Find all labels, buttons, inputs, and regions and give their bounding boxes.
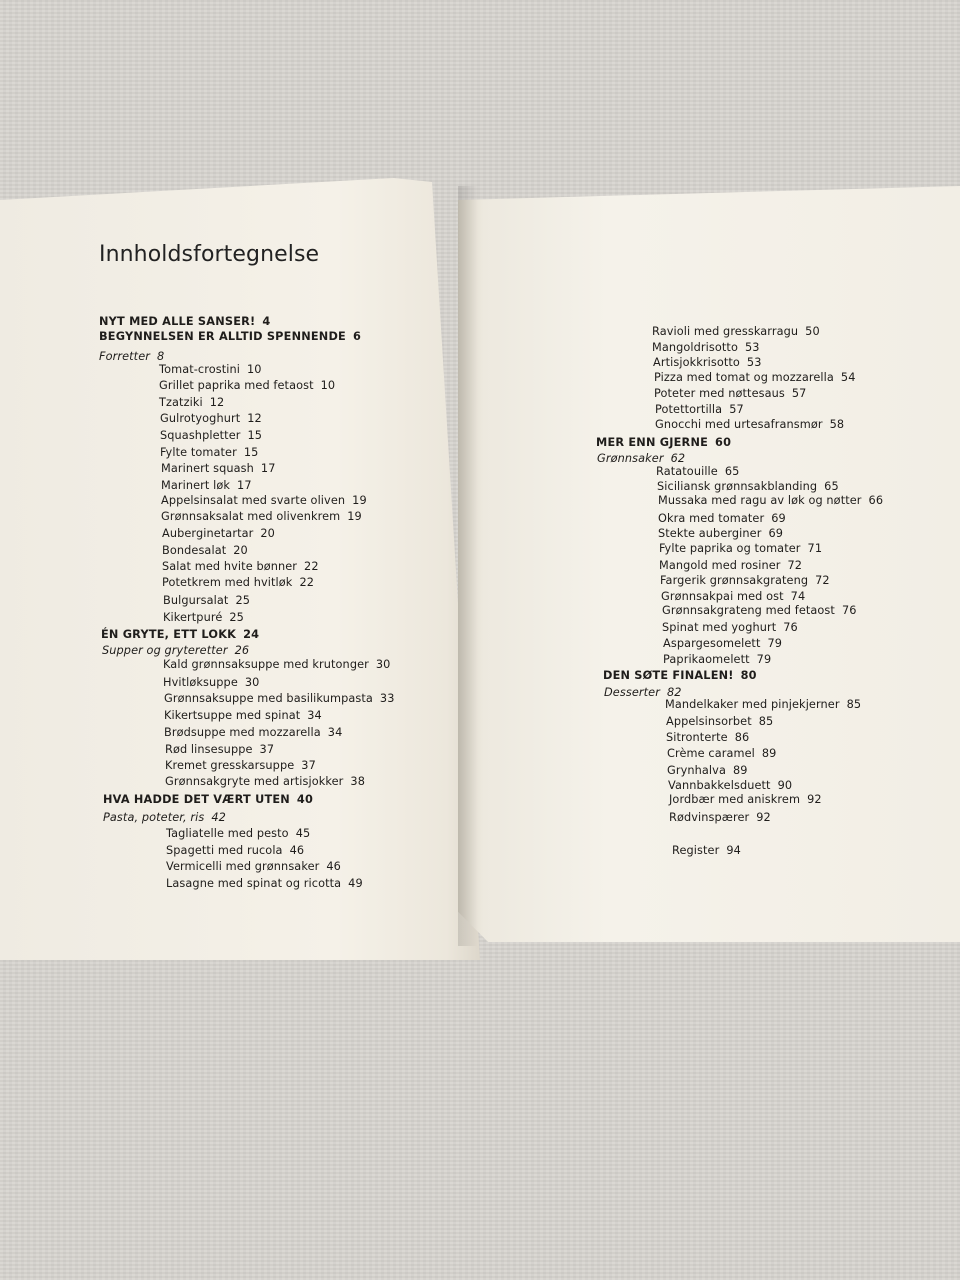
page-number: 46 [289, 844, 305, 857]
recipe-entry [657, 480, 839, 494]
recipe-entry [672, 844, 741, 858]
entry-title: Auberginetartar [162, 527, 254, 540]
section-heading [101, 628, 259, 642]
page-number: 85 [846, 698, 862, 711]
recipe-entry [166, 877, 363, 891]
page-number: 89 [761, 747, 777, 760]
entry-title: Rød linsesuppe [165, 743, 253, 756]
entry-title: Gnocchi med urtesafransmør [655, 418, 823, 431]
entry-title: Pasta, poteter, ris [103, 811, 205, 824]
entry-title: Appelsinsalat med svarte oliven [161, 494, 346, 507]
section-heading [103, 793, 313, 807]
recipe-entry [662, 621, 798, 635]
recipe-entry [658, 527, 783, 541]
page-number: 94 [726, 844, 741, 857]
page-number: 25 [235, 594, 251, 607]
entry-title: Tzatziki [159, 396, 203, 409]
entry-title: Okra med tomater [658, 512, 765, 525]
recipe-entry [658, 512, 786, 526]
page-number: 69 [771, 512, 786, 525]
entry-title: Mussaka med ragu av løk og nøtter [658, 494, 862, 507]
recipe-entry [667, 764, 748, 778]
recipe-entry [160, 429, 262, 443]
recipe-entry [653, 356, 762, 370]
entry-title: Grynhalva [667, 764, 726, 777]
page-number: 12 [247, 412, 262, 425]
entry-title: Kald grønnsaksuppe med krutonger [163, 658, 369, 671]
entry-title: Grønnsakgryte med artisjokker [165, 775, 344, 788]
recipe-entry [165, 759, 316, 773]
page-number: 12 [209, 396, 225, 409]
entry-title: DEN SØTE FINALEN! [603, 669, 734, 682]
recipe-entry [160, 412, 262, 426]
page-number: 66 [868, 494, 884, 507]
entry-title: Supper og gryteretter [102, 644, 228, 657]
page-number: 76 [783, 621, 798, 634]
book-gutter [458, 186, 478, 946]
page-number: 40 [296, 793, 314, 806]
page-number: 24 [243, 628, 260, 641]
page-number: 20 [260, 527, 275, 540]
section-heading [596, 436, 731, 450]
recipe-entry [162, 527, 275, 541]
page-number: 17 [237, 479, 252, 492]
page-number: 26 [234, 644, 250, 657]
page-number: 20 [233, 544, 248, 557]
entry-title: Potettortilla [655, 403, 723, 416]
page-number: 54 [840, 371, 856, 384]
recipe-entry [663, 653, 771, 667]
entry-title: Fargerik grønnsakgrateng [660, 574, 809, 587]
page-number: 72 [787, 559, 803, 572]
entry-title: Pizza med tomat og mozzarella [654, 371, 834, 384]
entry-title: Mangoldrisotto [652, 341, 738, 354]
recipe-entry [662, 604, 857, 618]
page-number: 45 [295, 827, 311, 840]
entry-title: Kikertsuppe med spinat [164, 709, 301, 722]
recipe-entry [652, 325, 820, 339]
entry-title: Squashpletter [160, 429, 241, 442]
recipe-entry [666, 731, 749, 745]
entry-title: Register [672, 844, 720, 857]
recipe-entry [159, 396, 224, 410]
entry-title: Vannbakkelsduett [668, 779, 771, 792]
page-number: 60 [715, 436, 732, 449]
entry-title: Salat med hvite bønner [162, 560, 298, 573]
recipe-entry [164, 692, 395, 706]
recipe-entry [162, 576, 314, 590]
page-number: 15 [243, 446, 259, 459]
page-number: 38 [350, 775, 365, 788]
page-number: 79 [756, 653, 772, 666]
recipe-entry [658, 494, 883, 508]
entry-title: Grillet paprika med fetaost [159, 379, 314, 392]
page-number: 92 [807, 793, 822, 806]
recipe-entry [163, 594, 250, 608]
recipe-entry [161, 479, 252, 493]
page-number: 62 [670, 452, 686, 465]
page-number: 89 [732, 764, 748, 777]
recipe-entry [162, 544, 248, 558]
recipe-entry [164, 709, 322, 723]
entry-title: Mangold med rosiner [659, 559, 781, 572]
entry-title: Spagetti med rucola [166, 844, 283, 857]
entry-title: Grønnsaksuppe med basilikumpasta [164, 692, 373, 705]
subsection-heading [103, 811, 226, 825]
entry-title: Forretter [99, 350, 151, 363]
recipe-entry [159, 363, 262, 377]
entry-title: Artisjokkrisotto [653, 356, 740, 369]
recipe-entry [163, 676, 259, 690]
entry-title: Hvitløksuppe [163, 676, 238, 689]
entry-title: Jordbær med aniskrem [669, 793, 801, 806]
recipe-entry [668, 779, 792, 793]
entry-title: NYT MED ALLE SANSER! [99, 315, 256, 328]
page-number: 30 [244, 676, 260, 689]
entry-title: Gulrotyoghurt [160, 412, 241, 425]
page-number: 34 [307, 709, 322, 722]
page-number: 50 [805, 325, 820, 338]
entry-title: Aspargesomelett [663, 637, 761, 650]
page-number: 49 [348, 877, 363, 890]
entry-title: Stekte auberginer [658, 527, 762, 540]
entry-title: Tomat-crostini [159, 363, 240, 376]
entry-title: Grønnsaksalat med olivenkrem [161, 510, 341, 523]
entry-title: Grønnsakpai med ost [661, 590, 784, 603]
recipe-entry [655, 403, 744, 417]
entry-title: Grønnsakgrateng med fetaost [662, 604, 835, 617]
subsection-heading [597, 452, 685, 466]
recipe-entry [161, 462, 276, 476]
page-number: 37 [259, 743, 275, 756]
page-number: 8 [157, 350, 165, 363]
entry-title: Vermicelli med grønnsaker [166, 860, 320, 873]
entry-title: Fylte paprika og tomater [659, 542, 801, 555]
recipe-entry [165, 743, 274, 757]
entry-title: Bulgursalat [163, 594, 229, 607]
page-number: 42 [211, 811, 226, 824]
entry-title: Sitronterte [666, 731, 728, 744]
page-number: 92 [756, 811, 771, 824]
page-number: 82 [666, 686, 682, 699]
page-number: 6 [352, 330, 362, 343]
page-title: Innholdsfortegnelse [99, 242, 320, 267]
page-number: 71 [807, 542, 823, 555]
page-number: 19 [347, 510, 362, 523]
recipe-entry [654, 387, 806, 401]
recipe-entry [660, 574, 830, 588]
entry-title: Poteter med nøttesaus [654, 387, 785, 400]
page-number: 85 [758, 715, 774, 728]
recipe-entry [162, 560, 319, 574]
page-number: 10 [320, 379, 336, 392]
entry-title: Lasagne med spinat og ricotta [166, 877, 342, 890]
recipe-entry [663, 637, 782, 651]
entry-title: Tagliatelle med pesto [166, 827, 289, 840]
entry-title: Crème caramel [667, 747, 755, 760]
entry-title: Rødvinspærer [669, 811, 750, 824]
recipe-entry [166, 860, 341, 874]
page-number: 25 [229, 611, 244, 624]
page-number: 90 [777, 779, 793, 792]
entry-title: Fylte tomater [160, 446, 237, 459]
page-number: 34 [327, 726, 343, 739]
page-number: 22 [304, 560, 319, 573]
entry-title: Mandelkaker med pinjekjerner [665, 698, 840, 711]
page-number: 15 [247, 429, 263, 442]
entry-title: Siciliansk grønnsakblanding [657, 480, 818, 493]
recipe-entry [659, 559, 802, 573]
recipe-entry [159, 379, 335, 393]
recipe-entry [661, 590, 805, 604]
section-heading [99, 330, 361, 344]
recipe-entry [665, 698, 861, 712]
page-number: 33 [379, 692, 395, 705]
recipe-entry [654, 371, 855, 385]
recipe-entry [669, 793, 822, 807]
page-number: 80 [740, 669, 757, 682]
page-number: 65 [724, 465, 740, 478]
entry-title: MER ENN GJERNE [596, 436, 709, 449]
entry-title: Ratatouille [656, 465, 718, 478]
entry-title: Appelsinsorbet [666, 715, 752, 728]
recipe-entry [166, 844, 304, 858]
recipe-entry [160, 446, 258, 460]
section-heading [603, 669, 757, 683]
page-number: 69 [768, 527, 784, 540]
page-number: 79 [767, 637, 783, 650]
recipe-entry [669, 811, 771, 825]
recipe-entry [166, 827, 310, 841]
recipe-entry [165, 775, 365, 789]
entry-title: Kikertpuré [163, 611, 223, 624]
recipe-entry [656, 465, 739, 479]
entry-title: Spinat med yoghurt [662, 621, 777, 634]
page-number: 19 [352, 494, 367, 507]
entry-title: ÉN GRYTE, ETT LOKK [101, 628, 237, 641]
entry-title: BEGYNNELSEN ER ALLTID SPENNENDE [99, 330, 346, 343]
entry-title: HVA HADDE DET VÆRT UTEN [103, 793, 290, 806]
entry-title: Grønnsaker [597, 452, 664, 465]
page-number: 10 [247, 363, 262, 376]
recipe-entry [659, 542, 822, 556]
recipe-entry [163, 658, 390, 672]
page-number: 76 [841, 604, 857, 617]
recipe-entry [655, 418, 844, 432]
recipe-entry [652, 341, 760, 355]
entry-title: Potetkrem med hvitløk [162, 576, 293, 589]
entry-title: Desserter [604, 686, 660, 699]
page-number: 58 [829, 418, 845, 431]
subsection-heading [99, 350, 164, 364]
entry-title: Marinert løk [161, 479, 231, 492]
page-number: 17 [260, 462, 276, 475]
recipe-entry [161, 494, 367, 508]
page-number: 74 [790, 590, 806, 603]
entry-title: Bondesalat [162, 544, 227, 557]
page-number: 72 [815, 574, 830, 587]
page-number: 53 [744, 341, 760, 354]
recipe-entry [161, 510, 362, 524]
entry-title: Brødsuppe med mozzarella [164, 726, 321, 739]
page-number: 37 [301, 759, 316, 772]
page-number: 57 [729, 403, 744, 416]
recipe-entry [163, 611, 244, 625]
entry-title: Ravioli med gresskarragu [652, 325, 799, 338]
subsection-heading [102, 644, 249, 658]
entry-title: Paprikaomelett [663, 653, 750, 666]
section-heading [99, 315, 270, 329]
recipe-entry [164, 726, 342, 740]
page-number: 30 [375, 658, 391, 671]
page-number: 57 [791, 387, 807, 400]
recipe-entry [667, 747, 776, 761]
page-number: 53 [746, 356, 762, 369]
page-number: 22 [299, 576, 315, 589]
page-number: 4 [262, 315, 271, 328]
page-number: 86 [734, 731, 750, 744]
entry-title: Kremet gresskarsuppe [165, 759, 295, 772]
recipe-entry [666, 715, 773, 729]
page-number: 46 [326, 860, 341, 873]
page-number: 65 [824, 480, 839, 493]
entry-title: Marinert squash [161, 462, 254, 475]
